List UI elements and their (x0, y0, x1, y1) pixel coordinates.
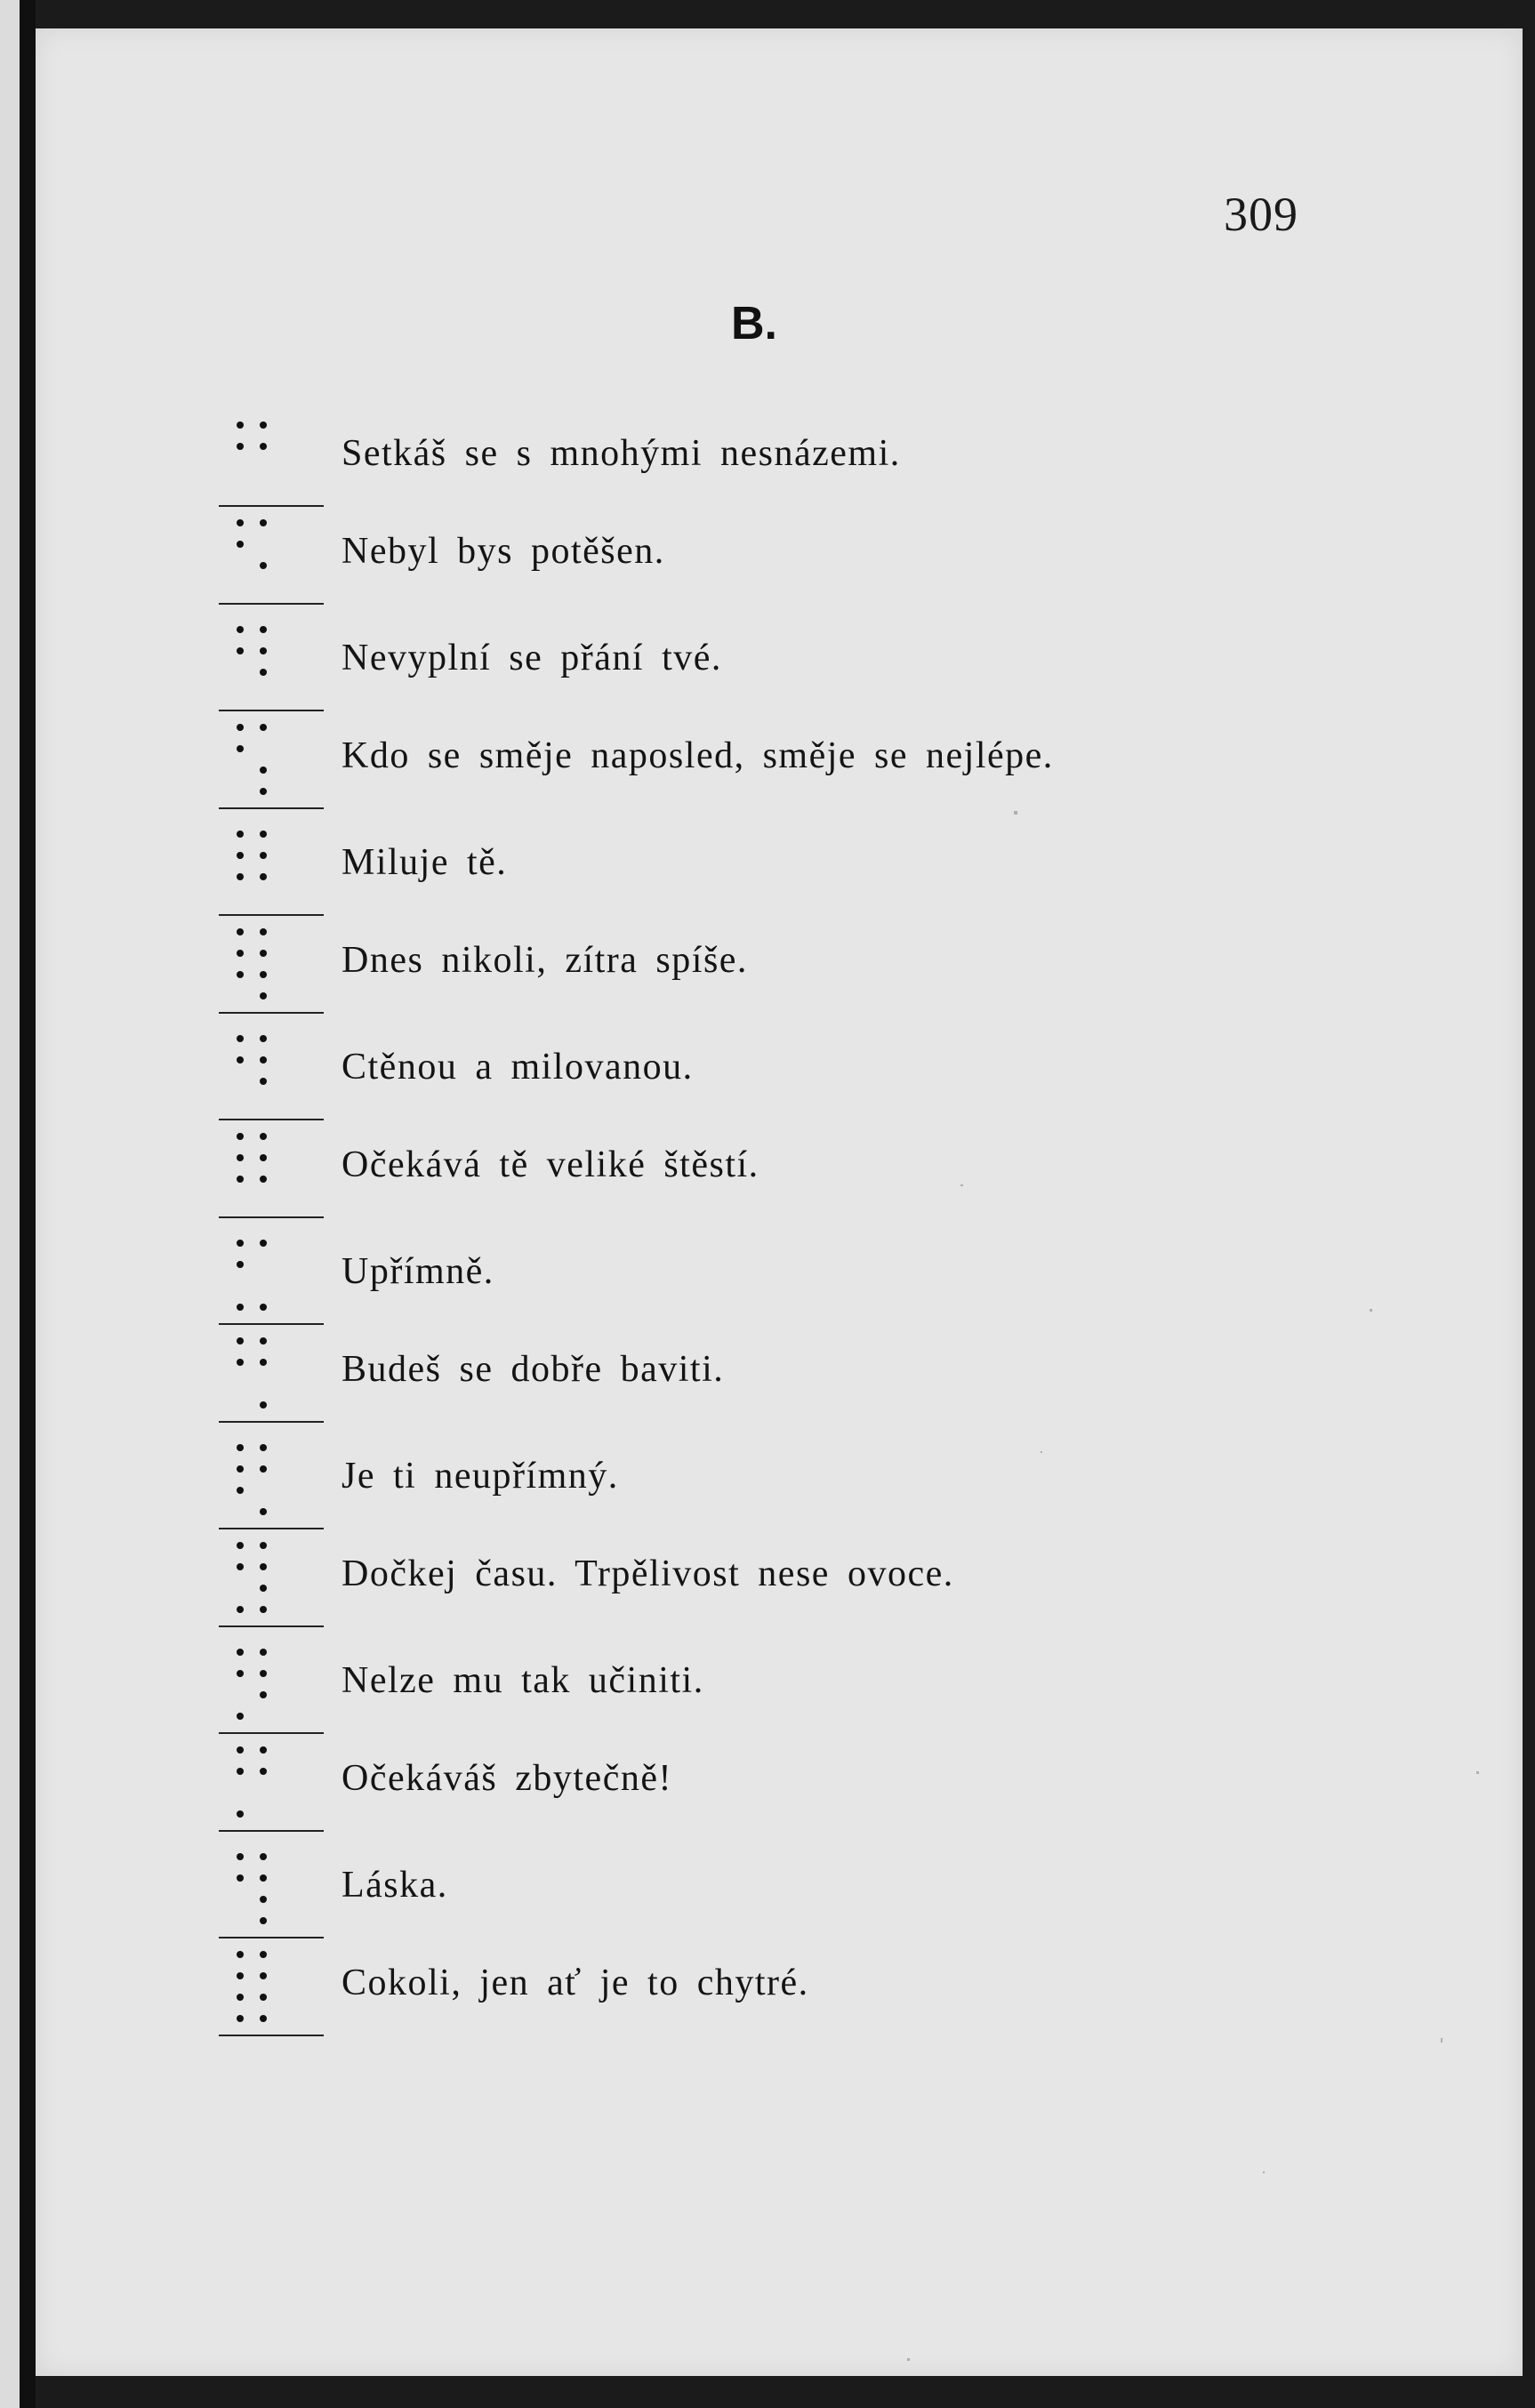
pattern-dot (260, 1563, 267, 1570)
pattern-dot (237, 724, 244, 731)
pattern-dot (237, 1563, 244, 1570)
pattern-dot (237, 1154, 244, 1161)
pattern-dot (260, 1056, 267, 1064)
answer-entry (219, 713, 1197, 807)
separator-line (219, 1830, 324, 1832)
pattern-dot (260, 1585, 267, 1592)
paper-speck (1041, 1451, 1042, 1453)
pattern-dot (260, 562, 267, 569)
answer-text: Cokoli, jen ať je to chytré. (342, 1963, 809, 2003)
pattern-dot (260, 1670, 267, 1677)
dot-pattern (237, 713, 281, 811)
pattern-dot (260, 852, 267, 859)
pattern-dot (260, 1853, 267, 1860)
pattern-dot (237, 1972, 244, 1979)
paper-speck (1014, 811, 1017, 815)
pattern-dot (260, 928, 267, 935)
answer-entry (219, 1122, 1197, 1216)
separator-line (219, 2035, 324, 2036)
dot-pattern (237, 1736, 281, 1834)
dot-pattern (237, 918, 281, 1015)
dot-pattern (237, 1327, 281, 1425)
pattern-dot (260, 1359, 267, 1366)
answer-entry (219, 1327, 1197, 1421)
pattern-dot (237, 626, 244, 633)
answer-entry (219, 1229, 1197, 1323)
pattern-dot (237, 1649, 244, 1656)
separator-line (219, 1937, 324, 1938)
pattern-dot (237, 1874, 244, 1882)
pattern-dot (260, 519, 267, 526)
answer-entry (219, 509, 1197, 603)
answer-text: Dočkej času. Trpělivost nese ovoce. (342, 1553, 954, 1594)
pattern-dot (237, 1853, 244, 1860)
dot-pattern (237, 615, 281, 713)
pattern-dot (260, 1951, 267, 1958)
pattern-dot (260, 1746, 267, 1754)
separator-line (219, 1216, 324, 1218)
pattern-dot (237, 519, 244, 526)
pattern-dot (260, 443, 267, 450)
pattern-dot (260, 1649, 267, 1656)
pattern-dot (260, 971, 267, 978)
pattern-dot (237, 852, 244, 859)
paper-speck (1370, 1309, 1372, 1312)
answer-text: Nelze mu tak učiniti. (342, 1660, 704, 1701)
pattern-dot (260, 1874, 267, 1882)
pattern-dot (237, 1465, 244, 1473)
pattern-dot (260, 421, 267, 429)
paper-speck (1476, 1771, 1479, 1774)
separator-line (219, 1732, 324, 1734)
pattern-dot (260, 1508, 267, 1515)
pattern-dot (237, 647, 244, 654)
answer-entry (219, 1024, 1197, 1119)
pattern-dot (260, 647, 267, 654)
pattern-dot (237, 1359, 244, 1366)
pattern-dot (237, 1670, 244, 1677)
answer-text: Láska. (342, 1865, 448, 1906)
dot-pattern (237, 1638, 281, 1736)
answer-text: Je ti neupřímný. (342, 1456, 619, 1497)
pattern-dot (237, 1444, 244, 1451)
paper-speck (1441, 2038, 1443, 2043)
pattern-dot (260, 724, 267, 731)
dot-pattern (237, 1229, 281, 1327)
paper-speck (907, 2358, 910, 2361)
answer-text: Očekává tě veliké štěstí. (342, 1144, 759, 1185)
pattern-dot (237, 1304, 244, 1311)
separator-line (219, 807, 324, 809)
answer-entry (219, 1842, 1197, 1937)
answer-text: Miluje tě. (342, 842, 508, 883)
dot-pattern (237, 509, 281, 606)
answer-text: Očekáváš zbytečně! (342, 1758, 672, 1799)
answer-text: Ctěnou a milovanou. (342, 1047, 694, 1088)
paper-speck (960, 1184, 963, 1186)
pattern-dot (260, 669, 267, 676)
pattern-dot (237, 1035, 244, 1042)
pattern-dot (260, 1078, 267, 1085)
answer-entry (219, 1736, 1197, 1830)
pattern-dot (260, 1304, 267, 1311)
pattern-dot (260, 1176, 267, 1183)
pattern-dot (260, 1691, 267, 1698)
answer-entry (219, 1940, 1197, 2035)
pattern-dot (237, 1240, 244, 1247)
pattern-dot (260, 1337, 267, 1344)
pattern-dot (260, 1154, 267, 1161)
pattern-dot (237, 1487, 244, 1494)
pattern-dot (260, 1444, 267, 1451)
pattern-dot (260, 626, 267, 633)
pattern-dot (260, 1896, 267, 1903)
answer-entry (219, 918, 1197, 1012)
pattern-dot (260, 831, 267, 838)
pattern-dot (237, 1810, 244, 1818)
pattern-dot (237, 1713, 244, 1720)
separator-line (219, 914, 324, 916)
dot-pattern (237, 1531, 281, 1629)
pattern-dot (260, 1133, 267, 1140)
answer-text: Upřímně. (342, 1251, 494, 1292)
pattern-dot (260, 950, 267, 957)
pattern-dot (260, 992, 267, 999)
pattern-dot (237, 745, 244, 752)
section-heading: B. (731, 298, 777, 349)
pattern-dot (260, 1768, 267, 1775)
pattern-dot (260, 1994, 267, 2001)
answer-text: Kdo se směje naposled, směje se nejlépe. (342, 735, 1054, 776)
dot-pattern (237, 1024, 281, 1122)
pattern-dot (237, 1261, 244, 1268)
pattern-dot (237, 2015, 244, 2022)
dot-pattern (237, 411, 281, 509)
answer-entry (219, 1531, 1197, 1625)
dot-pattern (237, 1122, 281, 1220)
separator-line (219, 1421, 324, 1423)
dot-pattern (237, 1940, 281, 2038)
page-number: 309 (1224, 188, 1298, 241)
pattern-dot (237, 1606, 244, 1613)
pattern-dot (237, 1951, 244, 1958)
answer-text: Setkáš se s mnohými nesnázemi. (342, 433, 901, 474)
pattern-dot (260, 1606, 267, 1613)
answer-text: Nevyplní se přání tvé. (342, 638, 722, 678)
pattern-dot (260, 788, 267, 795)
pattern-dot (237, 1337, 244, 1344)
pattern-dot (237, 971, 244, 978)
answer-entry (219, 1433, 1197, 1528)
pattern-dot (260, 2015, 267, 2022)
separator-line (219, 1528, 324, 1529)
pattern-dot (237, 1542, 244, 1549)
answer-entry (219, 1638, 1197, 1732)
book-page (36, 28, 1523, 2376)
pattern-dot (260, 873, 267, 880)
pattern-dot (260, 1542, 267, 1549)
pattern-dot (237, 928, 244, 935)
dot-pattern (237, 1842, 281, 1940)
dot-pattern (237, 820, 281, 918)
pattern-dot (237, 1768, 244, 1775)
separator-line (219, 710, 324, 711)
pattern-dot (237, 831, 244, 838)
answer-text: Nebyl bys potěšen. (342, 531, 665, 572)
separator-line (219, 1323, 324, 1325)
pattern-dot (237, 1746, 244, 1754)
answer-entry (219, 615, 1197, 710)
pattern-dot (237, 1176, 244, 1183)
pattern-dot (237, 443, 244, 450)
answer-text: Budeš se dobře baviti. (342, 1349, 725, 1390)
pattern-dot (260, 1917, 267, 1924)
pattern-dot (237, 873, 244, 880)
pattern-dot (260, 767, 267, 774)
pattern-dot (237, 421, 244, 429)
pattern-dot (260, 1465, 267, 1473)
paper-speck (1263, 2171, 1265, 2173)
pattern-dot (237, 950, 244, 957)
pattern-dot (237, 1994, 244, 2001)
separator-line (219, 1625, 324, 1627)
answer-text: Dnes nikoli, zítra spíše. (342, 940, 748, 981)
separator-line (219, 505, 324, 507)
pattern-dot (260, 1401, 267, 1409)
pattern-dot (260, 1972, 267, 1979)
pattern-dot (237, 541, 244, 548)
dot-pattern (237, 1433, 281, 1531)
separator-line (219, 1012, 324, 1014)
pattern-dot (237, 1133, 244, 1140)
separator-line (219, 1119, 324, 1120)
pattern-dot (237, 1056, 244, 1064)
previous-page-edge (0, 0, 20, 2408)
answer-entry (219, 411, 1197, 505)
separator-line (219, 603, 324, 605)
pattern-dot (260, 1035, 267, 1042)
pattern-dot (260, 1240, 267, 1247)
answer-entry (219, 820, 1197, 914)
